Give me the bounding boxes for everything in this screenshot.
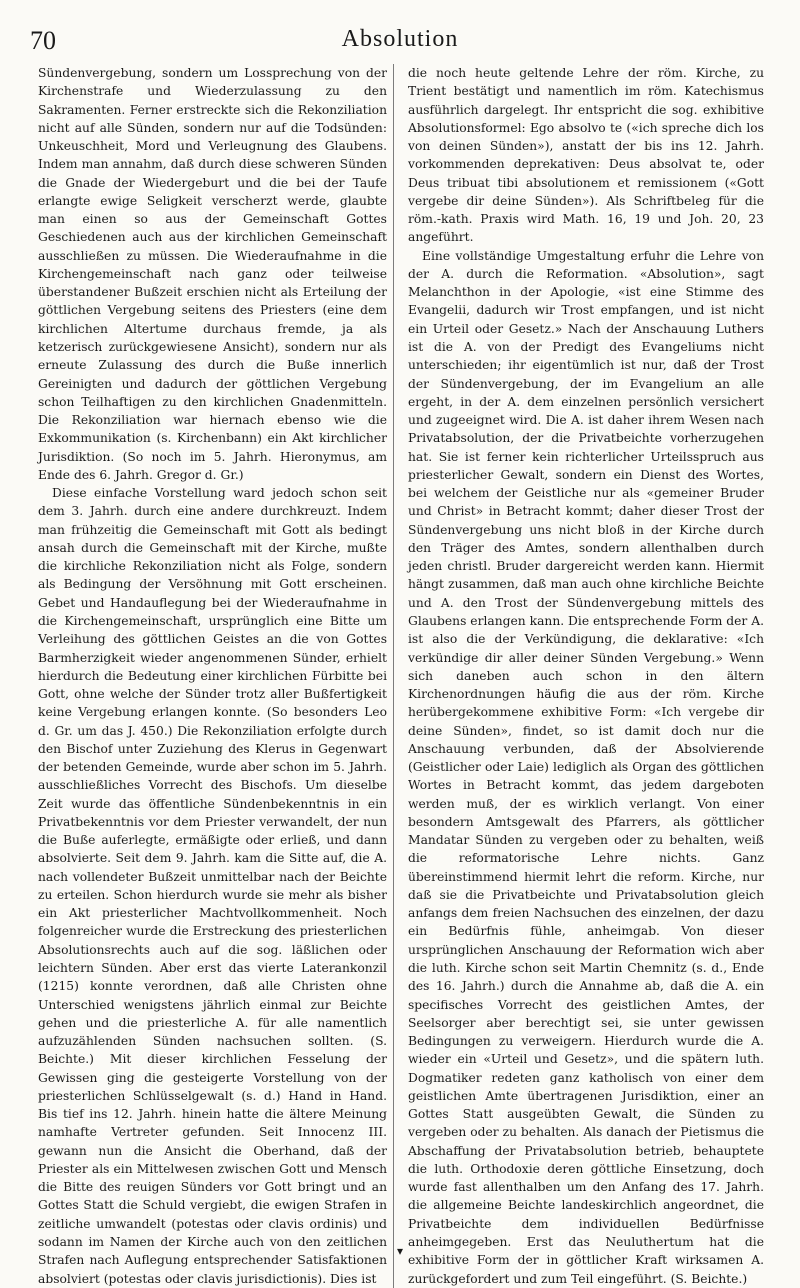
- text-columns: [38, 64, 765, 1286]
- paragraph: Eine vollständige Umgestaltung erfuhr die Lehre von der A. durch die Reformation. «Absolution», sagt Melanchthon in der Apologie, «ist eine Stimme des Evangelii, dadurch wir Trost empfangen, und ist nicht ein Urteil oder Gesetz.» Nach der Anschauung Luthers ist die A. von der Predigt des Evangeliums nicht unterschieden; ihr eigentümlich ist nur, daß der Trost der Sündenvergebung, der im Evangelium an alle ergeht, in der A. dem einzelnen persönlich versichert und zugeeignet wird. Die A. ist daher ihrem Wesen nach Privatabsolution, der die Privatbeichte vorherzugehen hat. Sie ist ferner kein richterlicher Urteilsspruch aus priesterlicher Gewalt, sondern ein Dienst des Wortes, bei welchem der Geistliche nur als «gemeiner Bruder und Christ» in Betracht kommt; daher dieser Trost der Sündenvergebung uns nicht bloß in der Kirche durch den Träger des Amtes, sondern allenthalben durch jeden christl. Bruder dargereicht werden kann. Hiermit hängt zusammen, daß man auch ohne kirchliche Beichte und A. den Trost der Sündenvergebung mittels des Glaubens erlangen kann. Die entsprechende Form der A. ist also die der Verkündigung, die deklarative: «Ich verkündige dir aller deiner Sünden Vergebung.» Wenn sich daneben auch schon in den ältern Kirchenordnungen häufig die aus der röm. Kirche herübergekommene exhibitive Form: «Ich vergebe dir deine Sünden», findet, so ist damit doch nur die Anschauung verbunden, daß der Absolvierende (Geistlicher oder Laie) lediglich als Organ des göttlichen Wortes in Betracht kommt, das jedem dargeboten werden muß, der es wirklich verlangt. Von einer besondern Amtsgewalt des Pfarrers, als göttlicher Mandatar Sünden zu vergeben oder zu behalten, weiß die reformatorische Lehre nichts. Ganz übereinstimmend hiermit lehrt die reform. Kirche, nur daß sie die Privatbeichte und Privatabsolution gleich anfangs dem freien Nachsuchen des einzelnen, der dazu ein Bedürfnis fühle, anheimgab. Von dieser ursprünglichen Anschauung der Reformation wich aber die luth. Kirche schon seit Martin Chemnitz (s. d., Ende des 16. Jahrh.) durch die Annahme ab, daß die A. ein specifisches Vorrecht des geistlichen Amtes, der Seelsorger aber berechtigt sei, sie unter gewissen Bedingungen zu verweigern. Hierdurch wurde die A. wieder ein «Urteil und Gesetz», und die spätern luth. Dogmatiker redeten ganz katholisch von einer dem geistlichen Amte übertragenen Jurisdiktion, einer an Gottes Statt ausgeübten Gewalt, die Sünden zu vergeben oder zu behalten. Als danach der Pietismus die Abschaffung der Privatabsolution betrieb, behauptete die luth. Orthodoxie deren göttliche Einsetzung, doch wurde fast allenthalben um den Anfang des 17. Jahrh. die allgemeine Beichte landeskirchlich angeordnet, die Privatbeichte dem individuellen Bedürfnisse anheimgegeben. Erst das Neuluthertum hat die exhibitive Form der in göttlicher Kraft wirksamen A. zurückgefordert und zum Teil eingeführt. (S. Beichte.): [408, 248, 765, 1286]
- paragraph: Diese einfache Vorstellung ward jedoch schon seit dem 3. Jahrh. durch eine andere durchkreuzt. Indem man frühzeitig die Gemeinschaft mit Gott als bedingt ansah durch die Gemeinschaft mit der Kirche, mußte die kirchliche Rekonziliation nicht als Folge, sondern als Bedingung der Versöhnung mit Gott erscheinen. Gebet und Handauflegung bei der Wiederaufnahme in die Kirchengemeinschaft, ursprünglich eine Bitte um Verleihung des göttlichen Geistes an die von Gottes Barmherzigkeit wieder angenommenen Sünder, erhielt hierdurch die Bedeutung einer kirchlichen Fürbitte bei Gott, ohne welche der Sünder trotz aller Bußfertigkeit keine Vergebung erlangen konnte. (So besonders Leo d. Gr. um das J. 450.) Die Rekonziliation erfolgte durch den Bischof unter Zuziehung des Klerus in Gegenwart der betenden Gemeinde, wurde aber schon im 5. Jahrh. ausschließliches Vorrecht des Bischofs. Um dieselbe Zeit wurde das öffentliche Sündenbekenntnis in ein Privatbekenntnis vor dem Priester verwandelt, der nun die Buße auferlegte, ermäßigte oder erließ, und dann absolvierte. Seit dem 9. Jahrh. kam die Sitte auf, die A. nach vollendeter Bußzeit unmittelbar nach der Beichte zu erteilen. Schon hierdurch wurde sie mehr als bisher ein Akt priesterlicher Machtvollkommenheit. Noch folgenreicher wurde die Erstreckung des priesterlichen Absolutionsrechts auch auf die sog. läßlichen oder leichtern Sünden. Aber erst das vierte Laterankonzil (1215) konnte verordnen, daß alle Christen ohne Unterschied wenigstens jährlich einmal zur Beichte gehen und die priesterliche A. für alle namentlich aufzuzählenden Sünden nachsuchen sollten. (S. Beichte.) Mit dieser kirchlichen Fesselung der Gewissen ging die gesteigerte Vorstellung von der priesterlichen Schlüsselgewalt (s. d.) Hand in Hand. Bis tief ins 12. Jahrh. hinein hatte die ältere Meinung namhafte Vertreter gefunden. Seit Innocenz III. gewann nun die Ansicht die Oberhand, daß der Priester als ein Mittelwesen zwischen Gott und Mensch die Bitte des reuigen Sünders vor Gott bringt und an Gottes Statt die Schuld vergiebt, die ewigen Strafen in zeitliche umwandelt (potestas oder clavis ordinis) und sodann im Namen der Kirche auch von den zeitlichen Strafen nach Auflegung entsprechender Satisfaktionen absolviert (potestas oder clavis jurisdictionis). Dies ist: [38, 486, 387, 1286]
- paragraph: Sündenvergebung, sondern um Lossprechung von der Kirchenstrafe und Wiederzulassung zu den Sakramenten. Ferner erstreckte sich die Rekonziliation nicht auf alle Sünden, sondern nur auf die Todsünden: Unkeuschheit, Mord und Verleugnung des Glaubens. Indem man annahm, daß durch diese schweren Sünden die Gnade der Wiedergeburt und die bei der Taufe erlangte ewige Seligkeit verscherzt werde, glaubte man einen so aus der Gemeinschaft Gottes Geschiedenen auch aus der kirchlichen Gemeinschaft ausschließen zu müssen. Die Wiederaufnahme in die Kirchengemeinschaft nach ganz oder teilweise überstandener Bußzeit erschien nicht als Erteilung der göttlichen Vergebung seitens des Priesters (eine dem kirchlichen Altertume durchaus fremde, ja als ketzerisch zurückgewiesene Ansicht), sondern nur als erneute Zulassung des durch die Buße innerlich Gereinigten und dadurch der göttlichen Vergebung schon Teilhaftigen zu den kirchlichen Gnadenmitteln. Die Rekonziliation war hiernach ebenso wie die Exkommunikation (s. Kirchenbann) ein Akt kirchlicher Jurisdiktion. (So noch im 5. Jahrh. Hieronymus, am Ende des 6. Jahrh. Gregor d. Gr.): [38, 66, 387, 482]
- signature-mark: ▾: [396, 1244, 404, 1258]
- left-column: [38, 64, 394, 1288]
- page-number: 70: [30, 26, 56, 55]
- paragraph: die noch heute geltende Lehre der röm. Kirche, zu Trient bestätigt und namentlich im röm. Katechismus ausführlich dargelegt. Ihr entspricht die sog. exhibitive Absolutionsformel: Ego absolvo te («ich spreche dich los von deinen Sünden»), anstatt der bis ins 12. Jahrh. vorkommenden deprekativen: Deus absolvat te, oder Deus tribuat tibi absolutionem et remissionem («Gott vergebe dir deine Sünden»). Als Schriftbeleg für die röm.-kath. Praxis wird Math. 16, 19 und Joh. 20, 23 angeführt.: [408, 66, 764, 245]
- page-header: [30, 26, 770, 66]
- right-column: [408, 64, 764, 1288]
- running-head-title: Absolution: [341, 26, 459, 52]
